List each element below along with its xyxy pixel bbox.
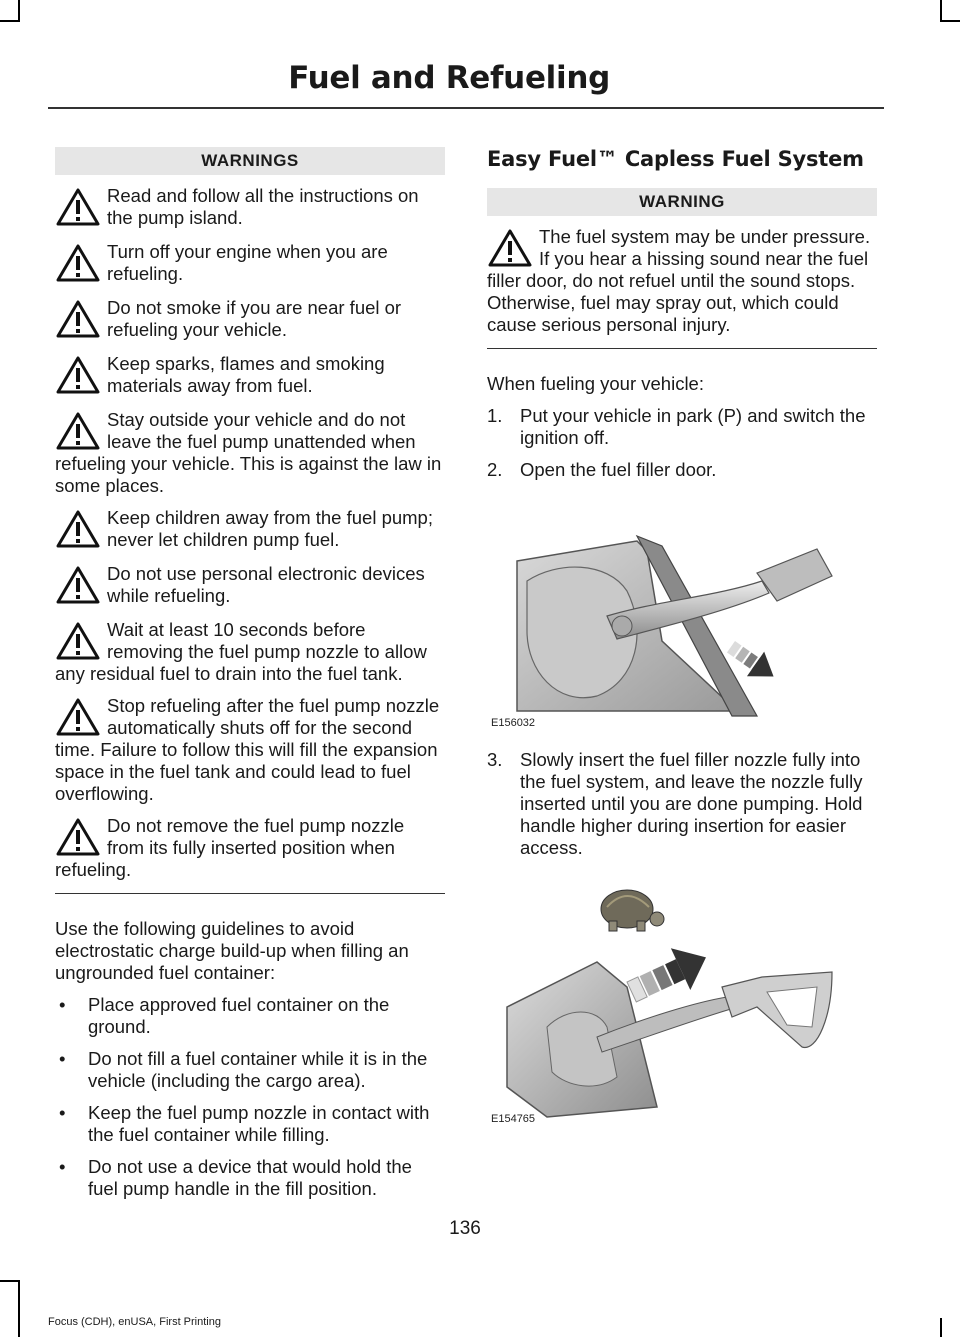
crop-mark bbox=[940, 0, 942, 22]
left-column bbox=[55, 147, 445, 1210]
bullet-mark: • bbox=[59, 1102, 66, 1123]
header-rule bbox=[48, 107, 884, 109]
warning-text: Keep sparks, flames and smoking materials away from fuel. bbox=[107, 353, 385, 396]
fuel-filler-door-illustration bbox=[487, 521, 877, 731]
section-title: Easy Fuel™ Capless Fuel System bbox=[487, 147, 864, 171]
crop-mark bbox=[0, 1280, 18, 1282]
step-item bbox=[487, 405, 877, 449]
warning-triangle-icon bbox=[55, 565, 101, 605]
warning-text: Do not smoke if you are near fuel or refueling your vehicle. bbox=[107, 297, 402, 340]
fueling-intro: When fueling your vehicle: bbox=[487, 373, 704, 394]
warnings-list bbox=[55, 175, 445, 894]
warning-triangle-icon bbox=[55, 355, 101, 395]
bullet-text: Do not fill a fuel container while it is in the vehicle (including the cargo area). bbox=[88, 1048, 428, 1091]
footer-text: Focus (CDH), enUSA, First Printing bbox=[48, 1316, 221, 1328]
bullet-item bbox=[55, 1048, 445, 1092]
warning-item bbox=[55, 619, 445, 685]
figure-nozzle-insert bbox=[487, 877, 877, 1127]
warning-triangle-icon bbox=[55, 299, 101, 339]
warning-text: Read and follow all the instructions on the pump island. bbox=[107, 185, 419, 228]
nozzle-insertion-illustration bbox=[487, 877, 877, 1127]
bullet-text: Do not use a device that would hold the fuel pump handle in the fill position. bbox=[88, 1156, 412, 1199]
warning-text: Do not remove the fuel pump nozzle from its fully inserted position when refueling. bbox=[55, 815, 405, 880]
electrostatic-bullets bbox=[55, 994, 445, 1200]
warning-triangle-icon bbox=[55, 621, 101, 661]
bullet-mark: • bbox=[59, 1156, 66, 1177]
turtle-icon bbox=[601, 890, 664, 931]
bullet-item bbox=[55, 1102, 445, 1146]
warning-item bbox=[55, 695, 445, 805]
bullet-text: Keep the fuel pump nozzle in contact with the fuel container while filling. bbox=[88, 1102, 430, 1145]
warning-heading: WARNING bbox=[487, 188, 877, 216]
warning-triangle-icon bbox=[55, 509, 101, 549]
warning-text: Wait at least 10 seconds before removing the fuel pump nozzle to allow any residual fuel to drain into the fuel tank. bbox=[55, 619, 427, 684]
warning-item bbox=[55, 409, 445, 497]
page-title: Fuel and Refueling bbox=[288, 60, 610, 96]
crop-mark bbox=[940, 1318, 942, 1337]
warning-text: Keep children away from the fuel pump; never let children pump fuel. bbox=[107, 507, 433, 550]
fueling-steps-a bbox=[487, 405, 877, 481]
bullet-text: Place approved fuel container on the ground. bbox=[88, 994, 390, 1037]
warning-text: Turn off your engine when you are refueling. bbox=[107, 241, 388, 284]
figure-code: E154765 bbox=[491, 1113, 536, 1125]
crop-mark bbox=[942, 20, 960, 22]
step-number: 1. bbox=[487, 405, 503, 426]
bullet-item bbox=[55, 1156, 445, 1200]
warning-item bbox=[55, 815, 445, 881]
warning-block bbox=[487, 216, 877, 349]
warning-triangle-icon bbox=[55, 243, 101, 283]
warnings-heading: WARNINGS bbox=[55, 147, 445, 175]
step-item bbox=[487, 749, 877, 859]
warning-text: Do not use personal electronic devices while refueling. bbox=[107, 563, 425, 606]
fueling-steps-b bbox=[487, 749, 877, 859]
warning-triangle-icon bbox=[55, 411, 101, 451]
step-text: Put your vehicle in park (P) and switch the ignition off. bbox=[520, 405, 866, 448]
warning-triangle-icon bbox=[55, 817, 101, 857]
step-text: Open the fuel filler door. bbox=[520, 459, 717, 480]
crop-mark bbox=[18, 0, 20, 22]
figure-fuel-door bbox=[487, 521, 877, 731]
warning-triangle-icon bbox=[55, 187, 101, 227]
step-number: 3. bbox=[487, 749, 503, 770]
warning-item bbox=[55, 185, 445, 231]
figure-code: E156032 bbox=[491, 717, 536, 729]
warning-item bbox=[55, 241, 445, 287]
crop-mark bbox=[0, 20, 18, 22]
warning-text: Stay outside your vehicle and do not leave the fuel pump unattended when refueling your vehicle. This is against the law in some places. bbox=[55, 409, 442, 496]
warning-item bbox=[55, 563, 445, 609]
bullet-mark: • bbox=[59, 1048, 66, 1069]
warning-text: Stop refueling after the fuel pump nozzle automatically shuts off for the second time. Failure to follow this will fill the expansion space in the fuel tank and could lead to fuel overflowing. bbox=[55, 695, 440, 804]
electrostatic-intro: Use the following guidelines to avoid electrostatic charge build-up when filling an ungrounded fuel container: bbox=[55, 918, 409, 983]
warning-text: The fuel system may be under pressure. If you hear a hissing sound near the fuel filler door, do not refuel until the sound stops. Otherwise, fuel may spray out, which could cause serious personal injury. bbox=[487, 226, 871, 335]
crop-mark bbox=[18, 1280, 20, 1337]
warning-triangle-icon bbox=[55, 697, 101, 737]
warning-item bbox=[55, 507, 445, 553]
step-number: 2. bbox=[487, 459, 503, 480]
step-item bbox=[487, 459, 877, 481]
bullet-item bbox=[55, 994, 445, 1038]
warning-item bbox=[55, 353, 445, 399]
step-text: Slowly insert the fuel filler nozzle fully into the fuel system, and leave the nozzle fully inserted until you are done pumping. Hold handle higher during insertion for easier access. bbox=[520, 749, 863, 858]
warning-item bbox=[487, 226, 877, 336]
bullet-mark: • bbox=[59, 994, 66, 1015]
page-number: 136 bbox=[449, 1218, 481, 1239]
warning-item bbox=[55, 297, 445, 343]
warning-triangle-icon bbox=[487, 228, 533, 268]
right-column bbox=[487, 146, 877, 1127]
